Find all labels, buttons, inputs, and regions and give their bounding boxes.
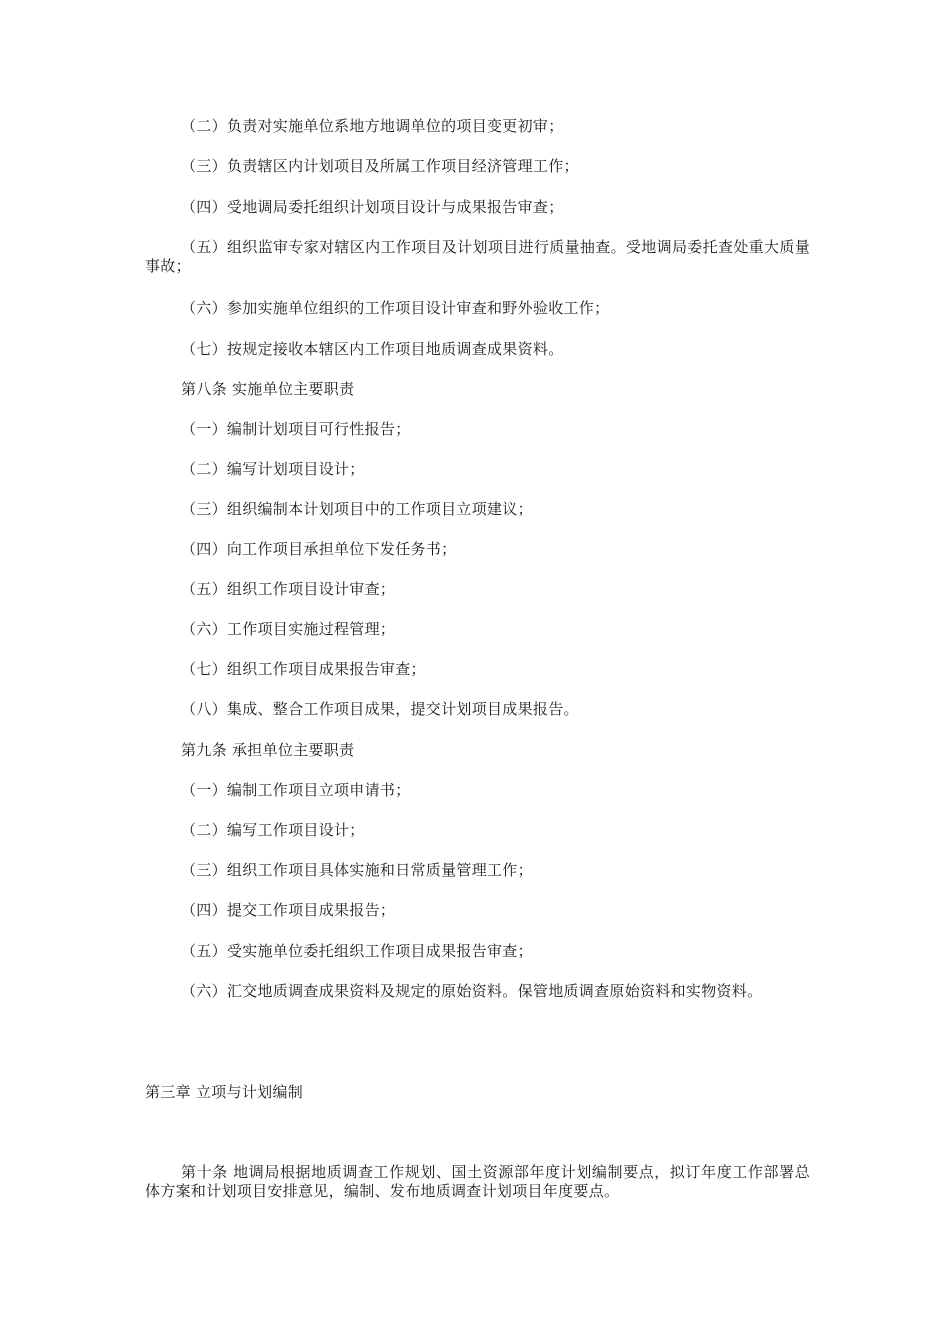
paragraph-item-7-data-receipt: （七）按规定接收本辖区内工作项目地质调查成果资料。 bbox=[181, 340, 564, 358]
paragraph-item-5-quality-check: （五）组织监审专家对辖区内工作项目及计划项目进行质量抽查。受地调局委托查处重大质量事故； bbox=[145, 238, 810, 275]
paragraph-a8-item-1: （一）编制计划项目可行性报告； bbox=[181, 420, 411, 438]
paragraph-a9-item-1: （一）编制工作项目立项申请书； bbox=[181, 781, 411, 799]
paragraph-a8-item-8: （八）集成、整合工作项目成果，提交计划项目成果报告。 bbox=[181, 700, 579, 718]
paragraph-a8-item-3: （三）组织编制本计划项目中的工作项目立项建议； bbox=[181, 500, 533, 518]
article-10-paragraph: 第十条 地调局根据地质调查工作规划、国土资源部年度计划编制要点，拟订年度工作部署总体方案和计划项目安排意见，编制、发布地质调查计划项目年度要点。 bbox=[145, 1163, 810, 1200]
paragraph-a9-item-4: （四）提交工作项目成果报告； bbox=[181, 901, 396, 919]
paragraph-item-4-design-review: （四）受地调局委托组织计划项目设计与成果报告审查； bbox=[181, 198, 564, 216]
article-8-heading: 第八条 实施单位主要职责 bbox=[181, 380, 355, 398]
paragraph-a9-item-3: （三）组织工作项目具体实施和日常质量管理工作； bbox=[181, 861, 533, 879]
paragraph-a9-item-5: （五）受实施单位委托组织工作项目成果报告审查； bbox=[181, 942, 533, 960]
paragraph-a8-item-4: （四）向工作项目承担单位下发任务书； bbox=[181, 540, 457, 558]
article-9-heading: 第九条 承担单位主要职责 bbox=[181, 741, 355, 759]
paragraph-item-2-review: （二）负责对实施单位系地方地调单位的项目变更初审； bbox=[181, 117, 564, 135]
paragraph-a8-item-6: （六）工作项目实施过程管理； bbox=[181, 620, 396, 638]
paragraph-item-3-economy: （三）负责辖区内计划项目及所属工作项目经济管理工作； bbox=[181, 157, 579, 175]
paragraph-a8-item-2: （二）编写计划项目设计； bbox=[181, 460, 365, 478]
chapter-heading: 第三章 立项与计划编制 bbox=[145, 1083, 304, 1101]
paragraph-a9-item-2: （二）编写工作项目设计； bbox=[181, 821, 365, 839]
paragraph-item-6-field-acceptance: （六）参加实施单位组织的工作项目设计审查和野外验收工作； bbox=[181, 299, 610, 317]
paragraph-a8-item-5: （五）组织工作项目设计审查； bbox=[181, 580, 396, 598]
paragraph-a8-item-7: （七）组织工作项目成果报告审查； bbox=[181, 660, 426, 678]
paragraph-a9-item-6: （六）汇交地质调查成果资料及规定的原始资料。保管地质调查原始资料和实物资料。 bbox=[181, 982, 763, 1000]
